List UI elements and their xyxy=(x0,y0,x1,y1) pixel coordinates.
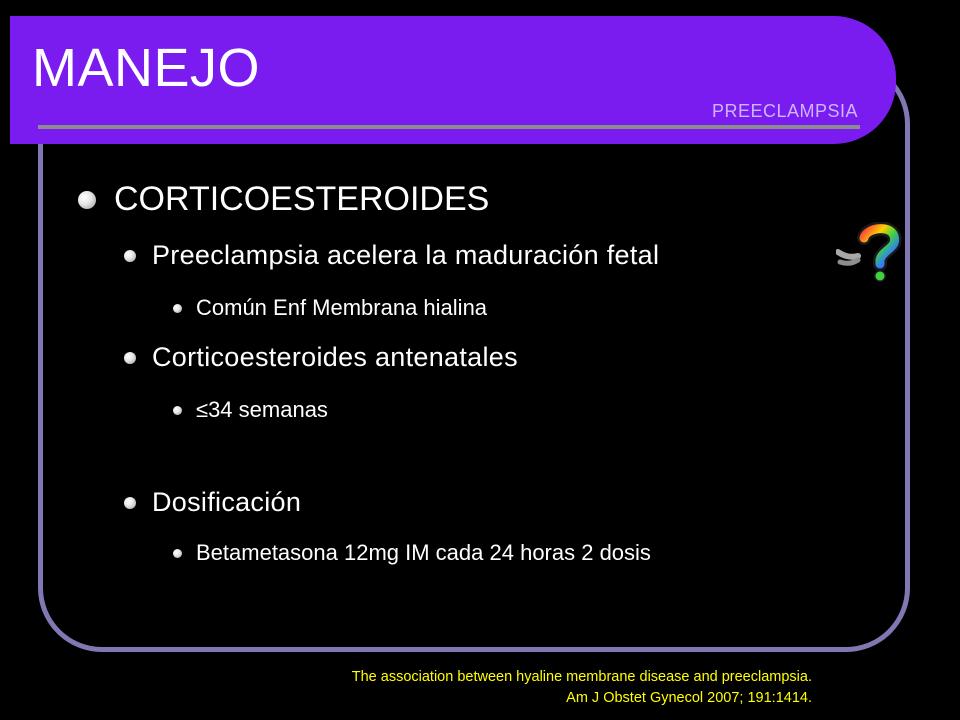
bullet-level3 xyxy=(173,397,328,423)
bullet-dot-icon xyxy=(124,250,136,262)
slide-subtitle: PREECLAMPSIA xyxy=(711,101,858,121)
bullet-level3 xyxy=(173,295,487,321)
bullet-dot-icon xyxy=(124,497,136,509)
bullet-dot-icon xyxy=(124,352,136,364)
title-underline xyxy=(38,125,860,129)
bullet-level2 xyxy=(124,240,659,271)
bullet-level1 xyxy=(78,180,489,219)
bullet-text: ≤34 semanas xyxy=(196,397,328,422)
bullet-text: Betametasona 12mg IM cada 24 horas 2 dosis xyxy=(196,540,651,565)
bullet-dot-icon xyxy=(173,406,182,415)
reference-citation xyxy=(352,667,812,709)
slide-title: MANEJO xyxy=(32,38,261,98)
bullet-text: CORTICOESTEROIDES xyxy=(114,180,490,218)
question-mark-icon xyxy=(836,222,904,284)
bullet-text: Dosificación xyxy=(152,487,302,517)
bullet-text: Común Enf Membrana hialina xyxy=(196,295,488,320)
reference-line: Am J Obstet Gynecol 2007; 191:1414. xyxy=(566,690,812,706)
bullet-text: Preeclampsia acelera la maduración fetal xyxy=(152,240,660,270)
bullet-dot-icon xyxy=(173,304,182,313)
bullet-level3 xyxy=(173,540,651,566)
bullet-level2 xyxy=(124,342,518,373)
bullet-dot-icon xyxy=(78,191,96,209)
bullet-level2 xyxy=(124,487,301,518)
reference-line: The association between hyaline membrane disease and preeclampsia. xyxy=(351,669,812,685)
bullet-dot-icon xyxy=(173,549,182,558)
bullet-text: Corticoesteroides antenatales xyxy=(152,342,518,372)
